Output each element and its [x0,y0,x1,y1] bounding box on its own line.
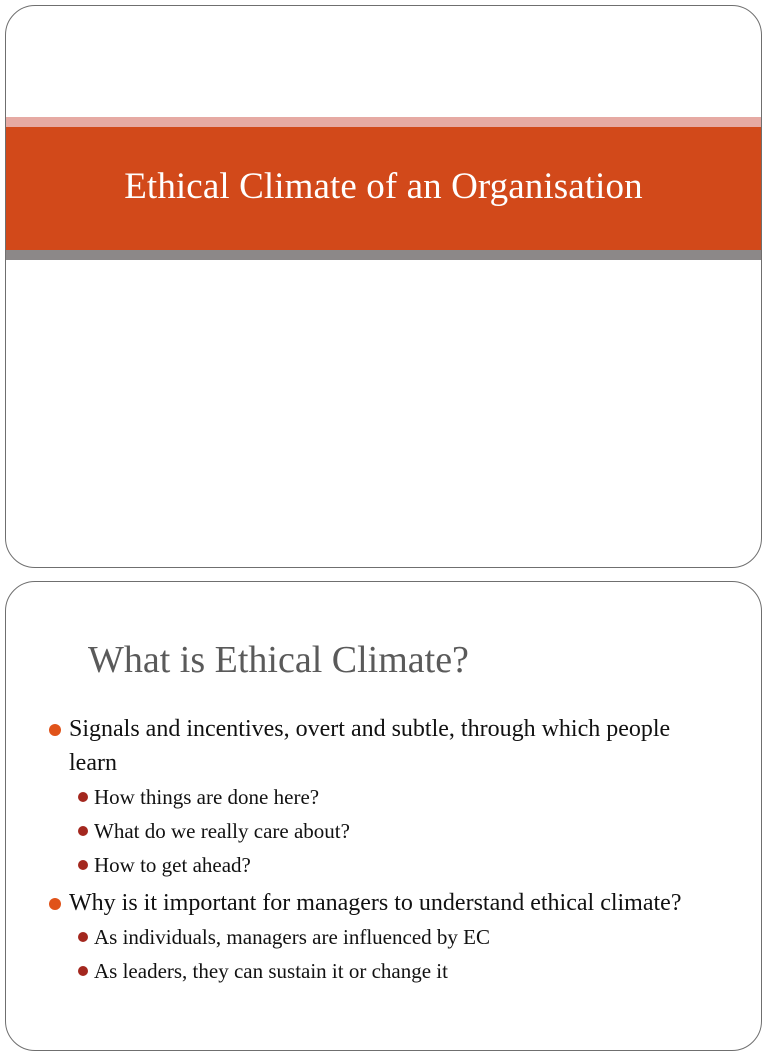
sub-bullet-item [6,920,701,954]
content-slide [5,581,762,1051]
sub-bullet-text: How things are done here? [94,785,320,809]
slide-title: Ethical Climate of an Organisation [124,166,643,207]
title-slide [5,5,762,568]
sub-bullet-item [6,780,701,814]
bullet-item [6,886,761,988]
sub-bullet-dot-icon [78,860,88,870]
sub-bullet-dot-icon [78,826,88,836]
sub-bullet-item [6,848,701,882]
sub-bullet-list [69,780,701,882]
bullet-dot-icon [49,724,61,736]
bullet-list [6,712,761,992]
bullet-dot-icon [49,898,61,910]
sub-bullet-dot-icon [78,792,88,802]
bullet-item [6,712,761,882]
sub-bullet-text: As leaders, they can sustain it or change it [94,959,448,983]
sub-bullet-item [6,814,701,848]
sub-bullet-list [69,920,701,988]
sub-bullet-text: As individuals, managers are influenced by EC [94,925,490,949]
sub-bullet-item [6,954,701,988]
sub-bullet-text: What do we really care about? [94,819,350,843]
title-band-bottom-stripe [6,250,761,260]
sub-bullet-text: How to get ahead? [94,853,251,877]
bullet-text: Signals and incentives, overt and subtle, through which people learn [69,716,671,776]
slide-heading: What is Ethical Climate? [88,639,469,681]
title-band-top-stripe [6,117,761,127]
sub-bullet-dot-icon [78,966,88,976]
title-band [6,127,761,250]
bullet-text: Why is it important for managers to understand ethical climate? [69,890,682,916]
sub-bullet-dot-icon [78,932,88,942]
